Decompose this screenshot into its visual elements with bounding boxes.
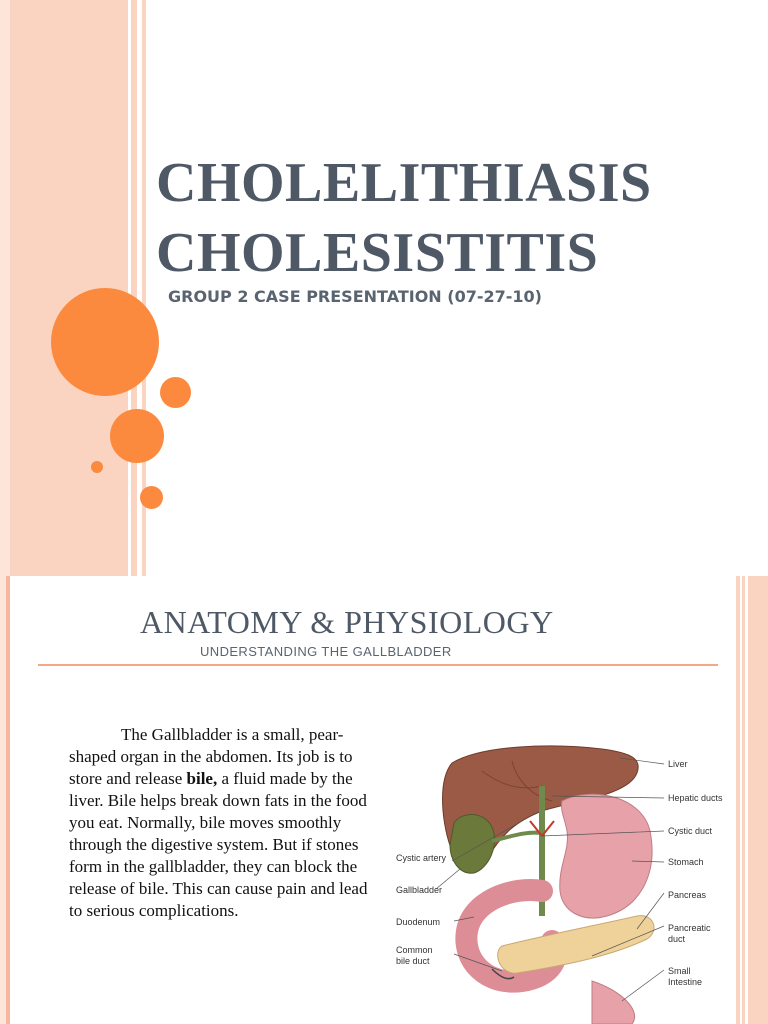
label-hepatic-ducts: Hepatic ducts <box>668 793 723 803</box>
section-subtitle: UNDERSTANDING THE GALLBLADDER <box>200 644 452 659</box>
left-band-outer <box>0 0 10 576</box>
label-gallbladder: Gallbladder <box>396 885 443 895</box>
stomach-shape <box>560 794 652 918</box>
label-cystic-duct: Cystic duct <box>668 826 713 836</box>
small-intestine-shape <box>592 981 635 1024</box>
gallbladder-anatomy-illustration <box>392 741 732 1024</box>
label-cystic-artery: Cystic artery <box>396 853 447 863</box>
label-pancreas: Pancreas <box>668 890 707 900</box>
label-liver: Liver <box>668 759 688 769</box>
body-text-1: The Gallbladder is a small, pear-shaped organ in the abdomen. Its job is to store and release <box>69 725 353 788</box>
pancreas-shape <box>498 916 654 973</box>
decorative-dot-large <box>51 288 159 396</box>
label-stomach: Stomach <box>668 857 704 867</box>
decorative-dot-small-2 <box>140 486 163 509</box>
slide-subtitle: GROUP 2 CASE PRESENTATION (07-27-10) <box>168 287 542 306</box>
slide-title-line-1: CHOLELITHIASIS <box>156 152 652 214</box>
section-title: ANATOMY & PHYSIOLOGY <box>140 604 554 640</box>
slide-title-line-2: CHOLESISTITIS <box>156 222 599 284</box>
anatomy-slide <box>0 576 768 1024</box>
left-border-inner <box>6 576 10 1024</box>
decorative-dot-small-1 <box>160 377 191 408</box>
body-text-2: a fluid made by the liver. Bile helps break down fats in the food you eat. Normally, bile moves smoothly through the digestive system. But if stones form in the gallbladder, they can block the release of bile. This can cause pain and lead to serious complications. <box>69 769 368 920</box>
label-common-bile-duct: Common bile duct <box>396 945 433 966</box>
decorative-dot-medium <box>110 409 164 463</box>
title-divider <box>38 664 718 666</box>
label-duodenum: Duodenum <box>396 917 441 927</box>
decorative-dot-tiny <box>91 461 103 473</box>
body-paragraph <box>69 724 369 922</box>
right-border-line-2 <box>742 576 745 1024</box>
body-text-bold: bile, <box>186 769 218 788</box>
label-small-intestine: Small Intestine <box>668 966 703 987</box>
slide-title <box>156 148 756 288</box>
label-pancreatic-duct: Pancreatic duct <box>668 923 711 944</box>
right-border-band <box>748 576 768 1024</box>
gallbladder-shape <box>450 814 495 873</box>
right-border-line-1 <box>736 576 740 1024</box>
